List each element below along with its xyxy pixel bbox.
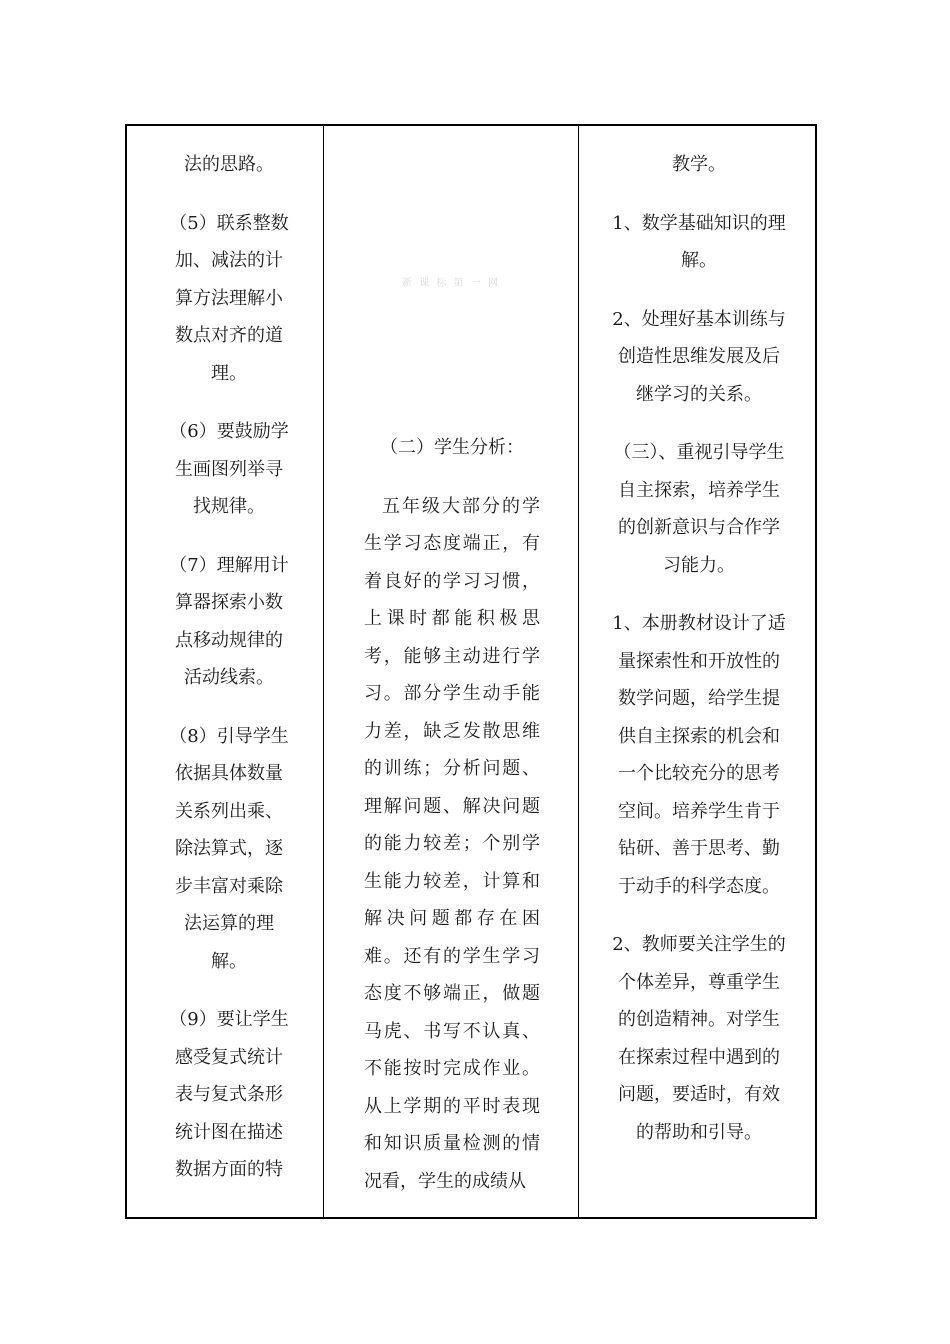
paragraph: 教学。 xyxy=(672,154,726,175)
watermark-text: 新 课 标 第 一 网 xyxy=(402,278,500,289)
paragraph: 五年级大部分的学生学习态度端正，有着良好的学习习惯，上课时都能积极思考，能够主动进行学习。部分学生动手能力差，缺乏发散思维的训练；分析问题、理解问题、解决问题的能力较差；个别学生能力较差，计算和解决问题都存在困难。还有的学生学习态度不够端正，做题马虎、书写不认真、不能按时完成作业。从上学期的平时表现和知识质量检测的情况看，学生的成绩从 xyxy=(364,495,540,1192)
section-heading: （三）、重视引导学生自主探索，培养学生的创新意识与合作学习能力。 xyxy=(613,442,785,576)
blank-space xyxy=(364,146,540,429)
paragraph: 法的思路。 xyxy=(184,154,274,175)
section-heading: （二）学生分析： xyxy=(380,437,524,458)
paragraph: （9）要让学生感受复式统计表与复式条形统计图在描述数据方面的特 xyxy=(169,1009,289,1180)
paragraph: （5）联系整数加、减法的计算方法理解小数点对齐的道理。 xyxy=(169,212,289,384)
table-column-2 xyxy=(324,126,579,1217)
paragraph: （6）要鼓励学生画图列举寻找规律。 xyxy=(169,421,289,517)
column-3-text xyxy=(611,146,787,1172)
paragraph: 2、教师要关注学生的个体差异，尊重学生的创造精神。对学生在探索过程中遇到的问题，要适时，有效的帮助和引导。 xyxy=(612,934,786,1143)
paragraph: （7）理解用计算器探索小数点移动规律的活动线索。 xyxy=(169,554,289,688)
paragraph: 2、处理好基本训练与创造性思维发展及后继学习的关系。 xyxy=(612,308,786,405)
paragraph: （8）引导学生依据具体数量关系列出乘、除法算式，逐步丰富对乘除法运算的理解。 xyxy=(169,725,289,972)
content-table xyxy=(125,124,817,1219)
table-column-1 xyxy=(127,126,324,1217)
column-1-text xyxy=(167,146,291,1210)
paragraph: 1、本册教材设计了适量探索性和开放性的数学问题，给学生提供自主探索的机会和一个比较充分的思考空间。培养学生肯于钻研、善于思考、勤于动手的科学态度。 xyxy=(612,613,786,897)
paragraph: 1、数学基础知识的理解。 xyxy=(612,212,786,271)
table-column-3 xyxy=(579,126,815,1217)
column-2-text xyxy=(364,146,540,1217)
